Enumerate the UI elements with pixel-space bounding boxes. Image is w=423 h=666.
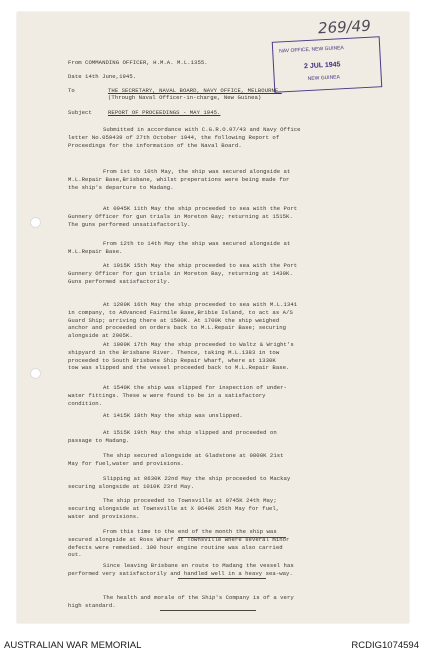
- to-label: To: [68, 87, 75, 94]
- paragraph-line: tow was slipped and the vessel proceeded back to M.L.Repair Base.: [68, 364, 290, 372]
- paragraph-line: performed very satisfactorily and handled well in a heavy sea-way.: [68, 569, 293, 577]
- archive-identifier: RCDIG1074594: [351, 640, 419, 651]
- separator-line: [160, 610, 256, 611]
- stamp-location: NEW GUINEA: [307, 74, 341, 83]
- paragraph-line: passage to Madang.: [68, 436, 130, 444]
- paragraph-line: Slipping at 0630K 22nd May the ship proceeded to Mackay: [103, 475, 291, 482]
- paragraph-line: alongside at 2005K.: [68, 332, 133, 340]
- paragraph-line: anchor and proceeded on orders back to M.L.Repair Base; securing: [68, 324, 287, 332]
- paragraph-line: high standard.: [68, 601, 116, 609]
- separator-line: [178, 578, 266, 579]
- paragraph-line: M.L.Repair Base.: [68, 247, 123, 255]
- paragraph-line: The health and morale of the Ship's Company is of a very: [103, 594, 294, 601]
- stamp-office-text: NAV OFFICE, NEW GUINEA: [279, 45, 344, 55]
- punch-hole: [30, 217, 41, 228]
- receipt-stamp: [272, 36, 383, 93]
- subject-title: REPORT OF PROCEEDINGS - MAY 1945.: [108, 109, 221, 116]
- paragraph-line: From this time to the end of the month the ship was: [103, 528, 277, 535]
- paragraph-line: At 1200K 16th May the ship proceeded to sea with M.L.1341: [103, 301, 298, 308]
- paragraph-line: securing alongside at 1010K 23rd May.: [68, 482, 195, 490]
- paragraph-line: At 1515K 19th May the ship slipped and proceeded on: [103, 429, 277, 436]
- paragraph-line: defects were remedied. 100 hour engine routine was also carried: [68, 543, 283, 551]
- paragraph-line: From 12th to 14th May the ship was secured alongside at: [103, 240, 291, 247]
- paragraph-line: The ship proceeded to Townsville at 0745K 24th May;: [103, 497, 277, 504]
- date-line: Date 14th June,1945.: [68, 73, 137, 80]
- paragraph-line: Gunnery Officer for gun trials in Moreton Bay, returning at 1430K.: [68, 269, 293, 277]
- paragraph-line: out.: [68, 551, 82, 559]
- paragraph-line: shipyard in the Brisbane River. Thence, taking M.L.1383 in tow: [68, 348, 280, 356]
- punch-hole: [30, 368, 41, 379]
- paragraph-line: The guns performed unsatisfactorily.: [68, 220, 191, 228]
- paragraph-line: Since leaving Brisbane en route to Madang the vessel has: [103, 562, 294, 569]
- paragraph-line: M.L.Repair Base,Brisbane, whilst preperations were being made for: [68, 175, 290, 183]
- paragraph-line: May for fuel,water and provisions.: [68, 459, 184, 467]
- paragraph-line: Proceedings for the information of the Naval Board.: [68, 141, 242, 149]
- to-addressee-via: (Through Naval Officer-in-charge, New Guinea): [108, 94, 262, 101]
- paragraph-line: in company, to Advanced Fairmile Base,Bribie Island, to act as A/S: [68, 308, 293, 316]
- paragraph-line: Guns performed satisfactorily.: [68, 277, 171, 285]
- separator-line: [178, 537, 286, 538]
- paragraph-line: water fittings. These w were found to be in a satisfactory: [68, 391, 266, 399]
- paragraph-line: At 0945K 11th May the ship proceeded to sea with the Port: [103, 205, 298, 212]
- paragraph-line: Submitted in accordance with C.G.R.O.97/43 and Navy Office: [103, 126, 301, 133]
- paragraph-line: From 1st to 10th May, the ship was secured alongside at: [103, 168, 291, 175]
- paragraph-line: At 1415K 18th May the ship was unslipped.: [103, 412, 243, 419]
- subject-label: Subject: [68, 109, 92, 116]
- paragraph-line: Guard Ship; arriving there at 1500K. At 1700K the ship weighed: [68, 316, 280, 324]
- paragraph-line: At 1540K the ship was slipped for inspection of under-: [103, 384, 287, 391]
- archive-credit: AUSTRALIAN WAR MEMORIAL: [4, 640, 142, 651]
- paragraph-line: condition.: [68, 399, 103, 407]
- paragraph-line: securing alongside at Townsville at X 0640K 25th May for fuel,: [68, 504, 280, 512]
- paragraph-line: proceeded to South Brisbane Ship Repair Wharf, where at 1330K: [68, 356, 276, 364]
- paragraph-line: Gunnery Officer for gun trials in Moreton Bay; returning at 1515K.: [68, 212, 293, 220]
- stamp-date: 2 JUL 1945: [303, 61, 341, 71]
- from-line: From COMMANDING OFFICER, H.M.A. M.L.1355.: [68, 59, 208, 66]
- paragraph-line: water and provisions.: [68, 512, 140, 520]
- handwritten-reference-number: 269/49: [317, 16, 372, 38]
- paragraph-line: At 1000K 17th May the ship proceeded to Waltz & Wright's: [103, 341, 294, 348]
- paragraph-line: letter No.059439 of 27th October 1944, the following Report of: [68, 133, 280, 141]
- to-addressee: THE SECRETARY, NAVAL BOARD, NAVY OFFICE, MELBOURNE.: [108, 87, 282, 94]
- paragraph-line: secured alongside at Ross Wharf at Townsville where several minor: [68, 535, 290, 543]
- paragraph-line: the ship's departure to Madang.: [68, 183, 174, 191]
- paragraph-line: At 1015K 15th May the ship proceeded to sea with the Port: [103, 262, 298, 269]
- paragraph-line: The ship secured alongside at Gladstone at 0800K 21st: [103, 452, 284, 459]
